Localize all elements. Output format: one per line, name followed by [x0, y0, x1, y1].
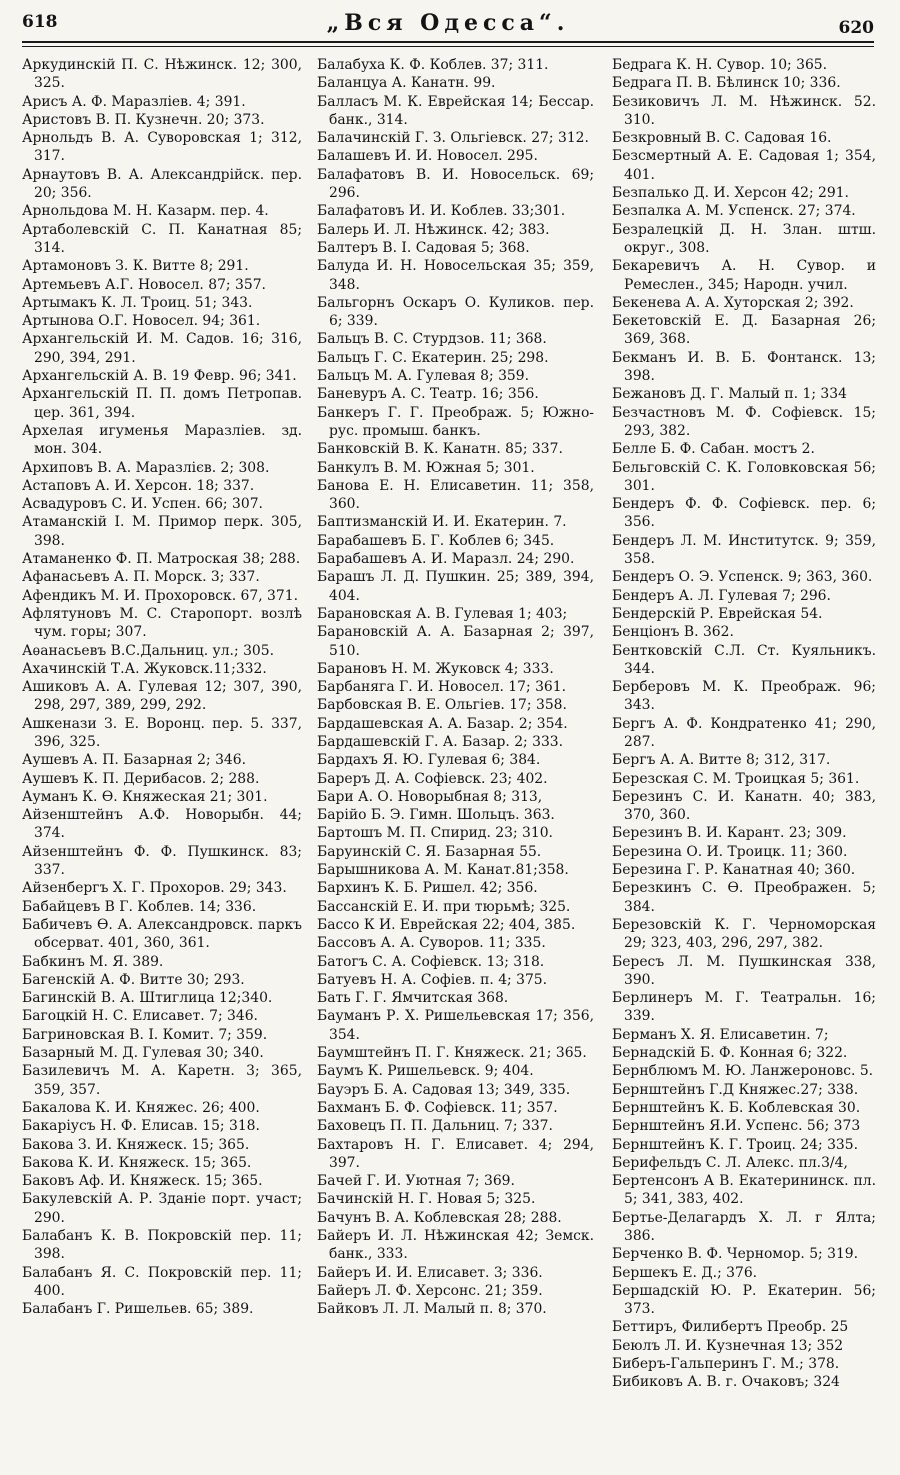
directory-entry: Архангельскій А. В. 19 Февр. 96; 341.: [22, 368, 297, 385]
directory-entry: Архангельскій П. П. домъ Петропав. цер. 361, 394.: [22, 386, 302, 421]
directory-entry: Бекенева А. А. Хуторская 2; 392.: [612, 294, 854, 311]
directory-entry: Бари А. О. Новорыбная 8; 313,: [317, 788, 543, 805]
directory-entry: Берберовъ М. К. Преображ. 96; 343.: [612, 679, 876, 714]
page-number-left: 618: [22, 12, 58, 32]
directory-entry: Бедрага П. В. Бѣлинск 10; 336.: [612, 75, 841, 92]
directory-entry: Бентковскій С.Л. Ст. Куяльникъ. 344.: [612, 642, 876, 677]
directory-entry: Барановъ Н. М. Жуковск 4; 333.: [317, 660, 554, 677]
directory-entry: Балафатовъ И. И. Коблев. 33;301.: [317, 203, 566, 220]
directory-entry: Бекаревичъ А. Н. Сувор. и Ремеслен., 345; Народн. учил.: [612, 258, 876, 293]
directory-entry: Бендерскій Р. Еврейская 54.: [612, 605, 823, 622]
directory-column-2: [317, 56, 594, 1435]
directory-entry: Белле Б. Ф. Сабан. мостъ 2.: [612, 441, 815, 458]
directory-entry: Балафатовъ В. И. Новосельск. 69; 296.: [317, 166, 594, 202]
directory-entry: Бальгорнъ Оскаръ О. Куликов. пер. 6; 339.: [317, 294, 594, 330]
directory-entry: Барбовская В. Е. Ольгіев. 17; 358.: [317, 697, 567, 714]
directory-entry: Бакалова К. И. Княжес. 26; 400.: [22, 1099, 260, 1116]
directory-entry: Бассовъ А. А. Суворов. 11; 335.: [317, 935, 546, 952]
directory-entry: Аркудинскій П. С. Нѣжинск. 12; 300, 325.: [22, 57, 302, 92]
directory-entry: Аѳанасьевъ В.С.Дальниц. ул.; 305.: [22, 642, 274, 659]
directory-entry: Бендеръ Л. М. Институтск. 9; 359, 358.: [612, 532, 876, 568]
directory-entry: Аушевъ А. П. Базарная 2; 346.: [22, 752, 247, 769]
directory-entry: Архангельскій И. М. Садов. 16; 316, 290, 394, 291.: [22, 331, 302, 366]
directory-entry: Байеръ Л. Ф. Херсонс. 21; 359.: [317, 1282, 543, 1299]
directory-entry: Банковскій В. К. Канатн. 85; 337.: [317, 441, 563, 458]
directory-entry: Баковъ Аф. И. Княжеск. 15; 365.: [22, 1173, 263, 1190]
directory-entry: Баневуръ А. С. Театр. 16; 356.: [317, 386, 539, 403]
directory-entry: Балерь И. Л. Нѣжинск. 42; 383.: [317, 221, 550, 238]
directory-entry: Бардашевскій Г. А. Базар. 2; 333.: [317, 733, 564, 750]
directory-entry: Балабанъ К. В. Покровскій пер. 11; 398.: [22, 1228, 302, 1263]
directory-entry: Бальцъ В. С. Стурдзов. 11; 368.: [317, 331, 547, 348]
directory-entry: Ауманъ К. Ѳ. Княжеская 21; 301.: [22, 788, 268, 805]
directory-entry: Берманъ Х. Я. Елисаветин. 7;: [612, 1026, 829, 1043]
directory-entry: Беттиръ, Филибертъ Преобр. 25: [612, 1319, 849, 1336]
directory-entry: Безралецкій Д. Н. Злан. штш. округ., 308.: [612, 221, 876, 256]
directory-entry: Архиповъ В. А. Маразлієв. 2; 308.: [22, 459, 270, 476]
directory-entry: Бачунъ В. А. Коблевская 28; 288.: [317, 1209, 562, 1226]
directory-entry: Баумштейнъ П. Г. Княжеск. 21; 365.: [317, 1045, 587, 1062]
directory-entry: Березская С. М. Троицкая 5; 361.: [612, 770, 860, 787]
directory-entry: Артаболевскій С. П. Канатная 85; 314.: [22, 221, 302, 256]
directory-entry: Бершекъ Е. Д.; 376.: [612, 1264, 758, 1281]
directory-entry: Ахачинскій Т.А. Жуковск.11;332.: [22, 660, 267, 677]
directory-entry: Березина Г. Р. Канатная 40; 360.: [612, 862, 856, 879]
directory-entry: Барійо Б. Э. Гимн. Шольцъ. 363.: [317, 807, 555, 824]
directory-entry: Бачей Г. И. Уютная 7; 369.: [317, 1173, 515, 1190]
directory-entry: Баланцуа А. Канатн. 99.: [317, 75, 496, 92]
directory-entry: Афендикъ М. И. Прохоровск. 67, 371.: [22, 587, 298, 604]
directory-entry: Астаповъ А. И. Херсон. 18; 337.: [22, 477, 255, 494]
directory-entry: Бахманъ Б. Ф. Софіевск. 11; 357.: [317, 1099, 558, 1116]
directory-entry: Бежановъ Д. Г. Малый п. 1; 334: [612, 386, 847, 403]
directory-entry: Бауманъ Р. Х. Ришельевская 17; 356, 354.: [317, 1008, 594, 1043]
directory-entry: Безпалка А. М. Успенск. 27; 374.: [612, 203, 856, 220]
directory-entry: Бендеръ О. Э. Успенск. 9; 363, 360.: [612, 569, 873, 586]
directory-entry: Айзенштейнъ Ф. Ф. Пушкинск. 83; 337.: [22, 843, 302, 879]
directory-entry: Айзенбергъ Х. Г. Прохоров. 29; 343.: [22, 880, 287, 897]
directory-entry: Безпалько Д. И. Херсон 42; 291.: [612, 185, 849, 202]
directory-entry: Бедрага К. Н. Сувор. 10; 365.: [612, 57, 828, 73]
directory-entry: Базилевичъ М. А. Каретн. 3; 365, 359, 357.: [22, 1063, 302, 1098]
directory-entry: Аристовъ В. П. Кузнечн. 20; 373.: [22, 111, 265, 128]
directory-entry: Артемьевъ А.Г. Новосел. 87; 357.: [22, 276, 266, 293]
directory-entry: Айзенштейнъ А.Ф. Новорыбн. 44; 374.: [22, 807, 302, 842]
directory-entry: Бассанскій Е. И. при тюрьмѣ; 325.: [317, 898, 571, 915]
directory-entry: Бать Г. Г. Ямчитская 368.: [317, 990, 509, 1007]
directory-entry: Барашъ Л. Д. Пушкин. 25; 389, 394, 404.: [317, 569, 594, 604]
directory-entry: Биберъ-Гальперинъ Г. М.; 378.: [612, 1356, 840, 1373]
directory-entry: Балашевъ И. И. Новосел. 295.: [317, 148, 538, 165]
directory-entry: Бергъ А. А. Витте 8; 312, 317.: [612, 752, 831, 769]
directory-entry: Бендеръ Ф. Ф. Софіевск. пер. 6; 356.: [612, 496, 876, 531]
header-rule-thin: [22, 46, 874, 47]
directory-entry: Бельговскій С. К. Головковская 56; 301.: [612, 459, 876, 494]
directory-entry: Бибиковъ А. В. г. Очаковъ; 324: [612, 1374, 840, 1391]
directory-entry: Беюлъ Л. И. Кузнечная 13; 352: [612, 1337, 844, 1354]
page-number-right: 620: [838, 18, 874, 38]
directory-entry: Бернштейнъ Я.И. Успенс. 56; 373: [612, 1118, 861, 1135]
directory-entry: Ашкенази З. Е. Воронц. пер. 5. 337, 396, 325.: [22, 715, 302, 750]
directory-entry: Бабкинъ М. Я. 389.: [22, 953, 164, 970]
directory-entry: Безчастновъ М. Ф. Софіевск. 15; 293, 382.: [612, 404, 876, 439]
directory-column-1: [22, 56, 302, 1435]
directory-entry: Багинскій В. А. Штиглица 12;340.: [22, 990, 273, 1007]
directory-entry: Барановская А. В. Гулевая 1; 403;: [317, 605, 568, 622]
directory-entry: Березовскій К. Г. Черноморская 29; 323, 403, 296, 297, 382.: [612, 916, 876, 952]
directory-entry: Арисъ А. Ф. Маразліев. 4; 391.: [22, 93, 246, 110]
directory-entry: Бернштейнъ К. Б. Коблевская 30.: [612, 1099, 861, 1116]
directory-entry: Барановскій А. А. Базарная 2; 397, 510.: [317, 624, 594, 659]
directory-entry: Березинъ В. И. Карант. 23; 309.: [612, 825, 847, 842]
directory-entry: Арнольдова М. Н. Казарм. пер. 4.: [22, 203, 269, 220]
directory-entry: Бересъ Л. М. Пушкинская 338, 390.: [612, 953, 876, 988]
directory-entry: Балачинскій Г. З. Ольгіевск. 27; 312.: [317, 130, 589, 147]
directory-entry: Балабанъ Я. С. Покровскій пер. 11; 400.: [22, 1264, 302, 1299]
directory-entry: Артынова О.Г. Новосел. 94; 361.: [22, 313, 261, 330]
directory-entry: Аушевъ К. П. Дерибасов. 2; 288.: [22, 770, 260, 787]
directory-entry: Березкинъ С. Ѳ. Преображен. 5; 384.: [612, 880, 876, 915]
directory-entry: Балтеръ В. І. Садовая 5; 368.: [317, 239, 530, 256]
directory-entry: Безкровный В. С. Садовая 16.: [612, 130, 832, 147]
directory-entry: Берлинеръ М. Г. Театральн. 16; 339.: [612, 990, 876, 1025]
directory-entry: Берифельдъ С. Л. Алекс. пл.3/4,: [612, 1154, 848, 1171]
directory-entry: Багриновская В. І. Комит. 7; 359.: [22, 1026, 268, 1043]
directory-entry: Бардашевская А. А. Базар. 2; 354.: [317, 715, 568, 732]
directory-entry: Бардахъ Я. Ю. Гулевая 6; 384.: [317, 752, 541, 769]
directory-entry: Бендеръ А. Л. Гулевая 7; 296.: [612, 587, 831, 604]
directory-entry: Березинъ С. И. Канатн. 40; 383, 370, 360.: [612, 788, 876, 824]
directory-entry: Балабанъ Г. Ришельев. 65; 389.: [22, 1301, 254, 1318]
directory-entry: Атаманскій І. М. Примор перк. 305, 398.: [22, 514, 302, 549]
directory-entry: Бачинскій Н. Г. Новая 5; 325.: [317, 1191, 536, 1208]
directory-entry: Бернштейнъ К. Г. Троиц. 24; 335.: [612, 1136, 859, 1153]
directory-entry: Арнольдъ В. А. Суворовская 1; 312, 317.: [22, 130, 302, 165]
running-title: „Вся Одесса“.: [326, 10, 570, 36]
directory-entry: Бертенсонъ А В. Екатерининск. пл. 5; 341, 383, 402.: [612, 1173, 876, 1208]
directory-entry: Барабашевъ Б. Г. Коблев 6; 345.: [317, 532, 555, 549]
directory-entry: Атаманенко Ф. П. Матроская 38; 288.: [22, 551, 301, 568]
directory-entry: Бархинъ К. Б. Ришел. 42; 356.: [317, 880, 538, 897]
directory-entry: Бареръ Д. А. Софіевск. 23; 402.: [317, 770, 548, 787]
directory-entry: Безсмертный А. Е. Садовая 1; 354, 401.: [612, 148, 876, 183]
directory-entry: Багоцкій Н. С. Елисавет. 7; 346.: [22, 1008, 258, 1025]
directory-entry: Бакова К. И. Княжеск. 15; 365.: [22, 1154, 252, 1171]
directory-entry: Базарный М. Д. Гулевая 30; 340.: [22, 1045, 264, 1062]
directory-entry: Баумъ К. Ришельевск. 9; 404.: [317, 1063, 534, 1080]
directory-entry: Артымакъ К. Л. Троиц. 51; 343.: [22, 294, 253, 311]
directory-entry: Баховецъ П. П. Дальниц. 7; 337.: [317, 1118, 553, 1135]
directory-entry: Бабичевъ Ѳ. А. Александровск. паркъ обсерват. 401, 360, 361.: [22, 916, 302, 952]
directory-column-3: [612, 56, 876, 1435]
directory-entry: Бабайцевъ В Г. Коблев. 14; 336.: [22, 898, 257, 915]
directory-entry: Бахтаровъ Н. Г. Елисавет. 4; 294, 397.: [317, 1136, 594, 1171]
directory-entry: Баруинскій С. Я. Базарная 55.: [317, 843, 542, 860]
directory-entry: Балабуха К. Ф. Коблев. 37; 311.: [317, 57, 549, 73]
header-rule: [22, 41, 874, 43]
directory-entry: Бернадскій Б. Ф. Конная 6; 322.: [612, 1045, 848, 1062]
directory-entry: Бершадскій Ю. Р. Екатерин. 56; 373.: [612, 1282, 876, 1318]
directory-entry: Банкулъ В. М. Южная 5; 301.: [317, 459, 535, 476]
directory-entry: Бассо К И. Еврейская 22; 404, 385.: [317, 916, 576, 933]
directory-entry: Бекетовскій Е. Д. Базарная 26; 369, 368.: [612, 313, 876, 348]
directory-entry: Бакова З. И. Княжеск. 15; 365.: [22, 1136, 250, 1153]
directory-entry: Бальцъ М. А. Гулевая 8; 359.: [317, 368, 530, 385]
directory-entry: Архелая игуменья Маразліев. зд. мон. 304.: [22, 422, 302, 458]
directory-entry: Березина О. И. Троицк. 11; 360.: [612, 843, 848, 860]
directory-entry: Барабашевъ А. И. Маразл. 24; 290.: [317, 551, 575, 568]
directory-entry: Байковъ Л. Л. Малый п. 8; 370.: [317, 1301, 547, 1318]
directory-entry: Байеръ И. Л. Нѣжинская 42; Земск. банк., 333.: [317, 1228, 594, 1263]
directory-entry: Байеръ И. И. Елисавет. 3; 336.: [317, 1264, 543, 1281]
directory-entry: Афлятуновъ М. С. Старопорт. возлѣ чум. горы; 307.: [22, 605, 302, 641]
directory-entry: Балуда И. Н. Новосельская 35; 359, 348.: [317, 258, 594, 293]
directory-entry: Балласъ М. К. Еврейская 14; Бессар. банк., 314.: [317, 93, 594, 128]
directory-entry: Афанасьевъ А. П. Морск. 3; 337.: [22, 569, 260, 586]
directory-entry: Бергъ А. Ф. Кондратенко 41; 290, 287.: [612, 715, 876, 750]
directory-entry: Банкеръ Г. Г. Преображ. 5; Южно-рус. промыш. банкъ.: [317, 404, 594, 439]
directory-entry: Барбаняга Г. И. Новосел. 17; 361.: [317, 679, 567, 696]
directory-entry: Баптизманскій И. И. Екатерин. 7.: [317, 514, 567, 531]
directory-entry: Бауэръ Б. А. Садовая 13; 349, 335.: [317, 1081, 571, 1098]
directory-entry: Бертье-Делагардъ Х. Л. г Ялта; 386.: [612, 1209, 876, 1244]
directory-entry: Бернблюмъ М. Ю. Ланжероновс. 5.: [612, 1063, 874, 1080]
directory-entry: Батогъ С. А. Софіевск. 13; 318.: [317, 953, 545, 970]
directory-entry: Бернштейнъ Г.Д Княжес.27; 338.: [612, 1081, 859, 1098]
directory-entry: Барышникова А. М. Канат.81;358.: [317, 862, 569, 879]
directory-entry: Ашиковъ А. А. Гулевая 12; 307, 390, 298, 297, 389, 299, 292.: [22, 679, 302, 714]
directory-entry: Бальцъ Г. С. Екатерин. 25; 298.: [317, 349, 549, 366]
directory-entry: Бенціонъ В. 362.: [612, 624, 734, 641]
directory-entry: Батуевъ Н. А. Софіев. п. 4; 375.: [317, 971, 548, 988]
directory-entry: Артамоновъ З. К. Витте 8; 291.: [22, 258, 249, 275]
page-header: [22, 8, 874, 42]
directory-entry: Бартошъ М. П. Спирид. 23; 310.: [317, 825, 553, 842]
directory-entry: Асвадуровъ С. И. Успен. 66; 307.: [22, 496, 263, 513]
directory-entry: Арнаутовъ В. А. Александрійск. пер. 20; 356.: [22, 166, 302, 202]
directory-entry: Багенскій А. Ф. Витте 30; 293.: [22, 971, 245, 988]
directory-entry: Безиковичъ Л. М. Нѣжинск. 52. 310.: [612, 93, 876, 128]
directory-entry: Берченко В. Ф. Черномор. 5; 319.: [612, 1246, 859, 1263]
directory-entry: Бакулевскій А. Р. Зданіе порт. участ; 290.: [22, 1191, 302, 1226]
directory-entry: Банова Е. Н. Елисаветин. 11; 358, 360.: [317, 477, 594, 513]
directory-entry: Бакаріусъ Н. Ф. Елисав. 15; 318.: [22, 1118, 260, 1135]
directory-entry: Бекманъ И. В. Б. Фонтанск. 13; 398.: [612, 349, 876, 385]
